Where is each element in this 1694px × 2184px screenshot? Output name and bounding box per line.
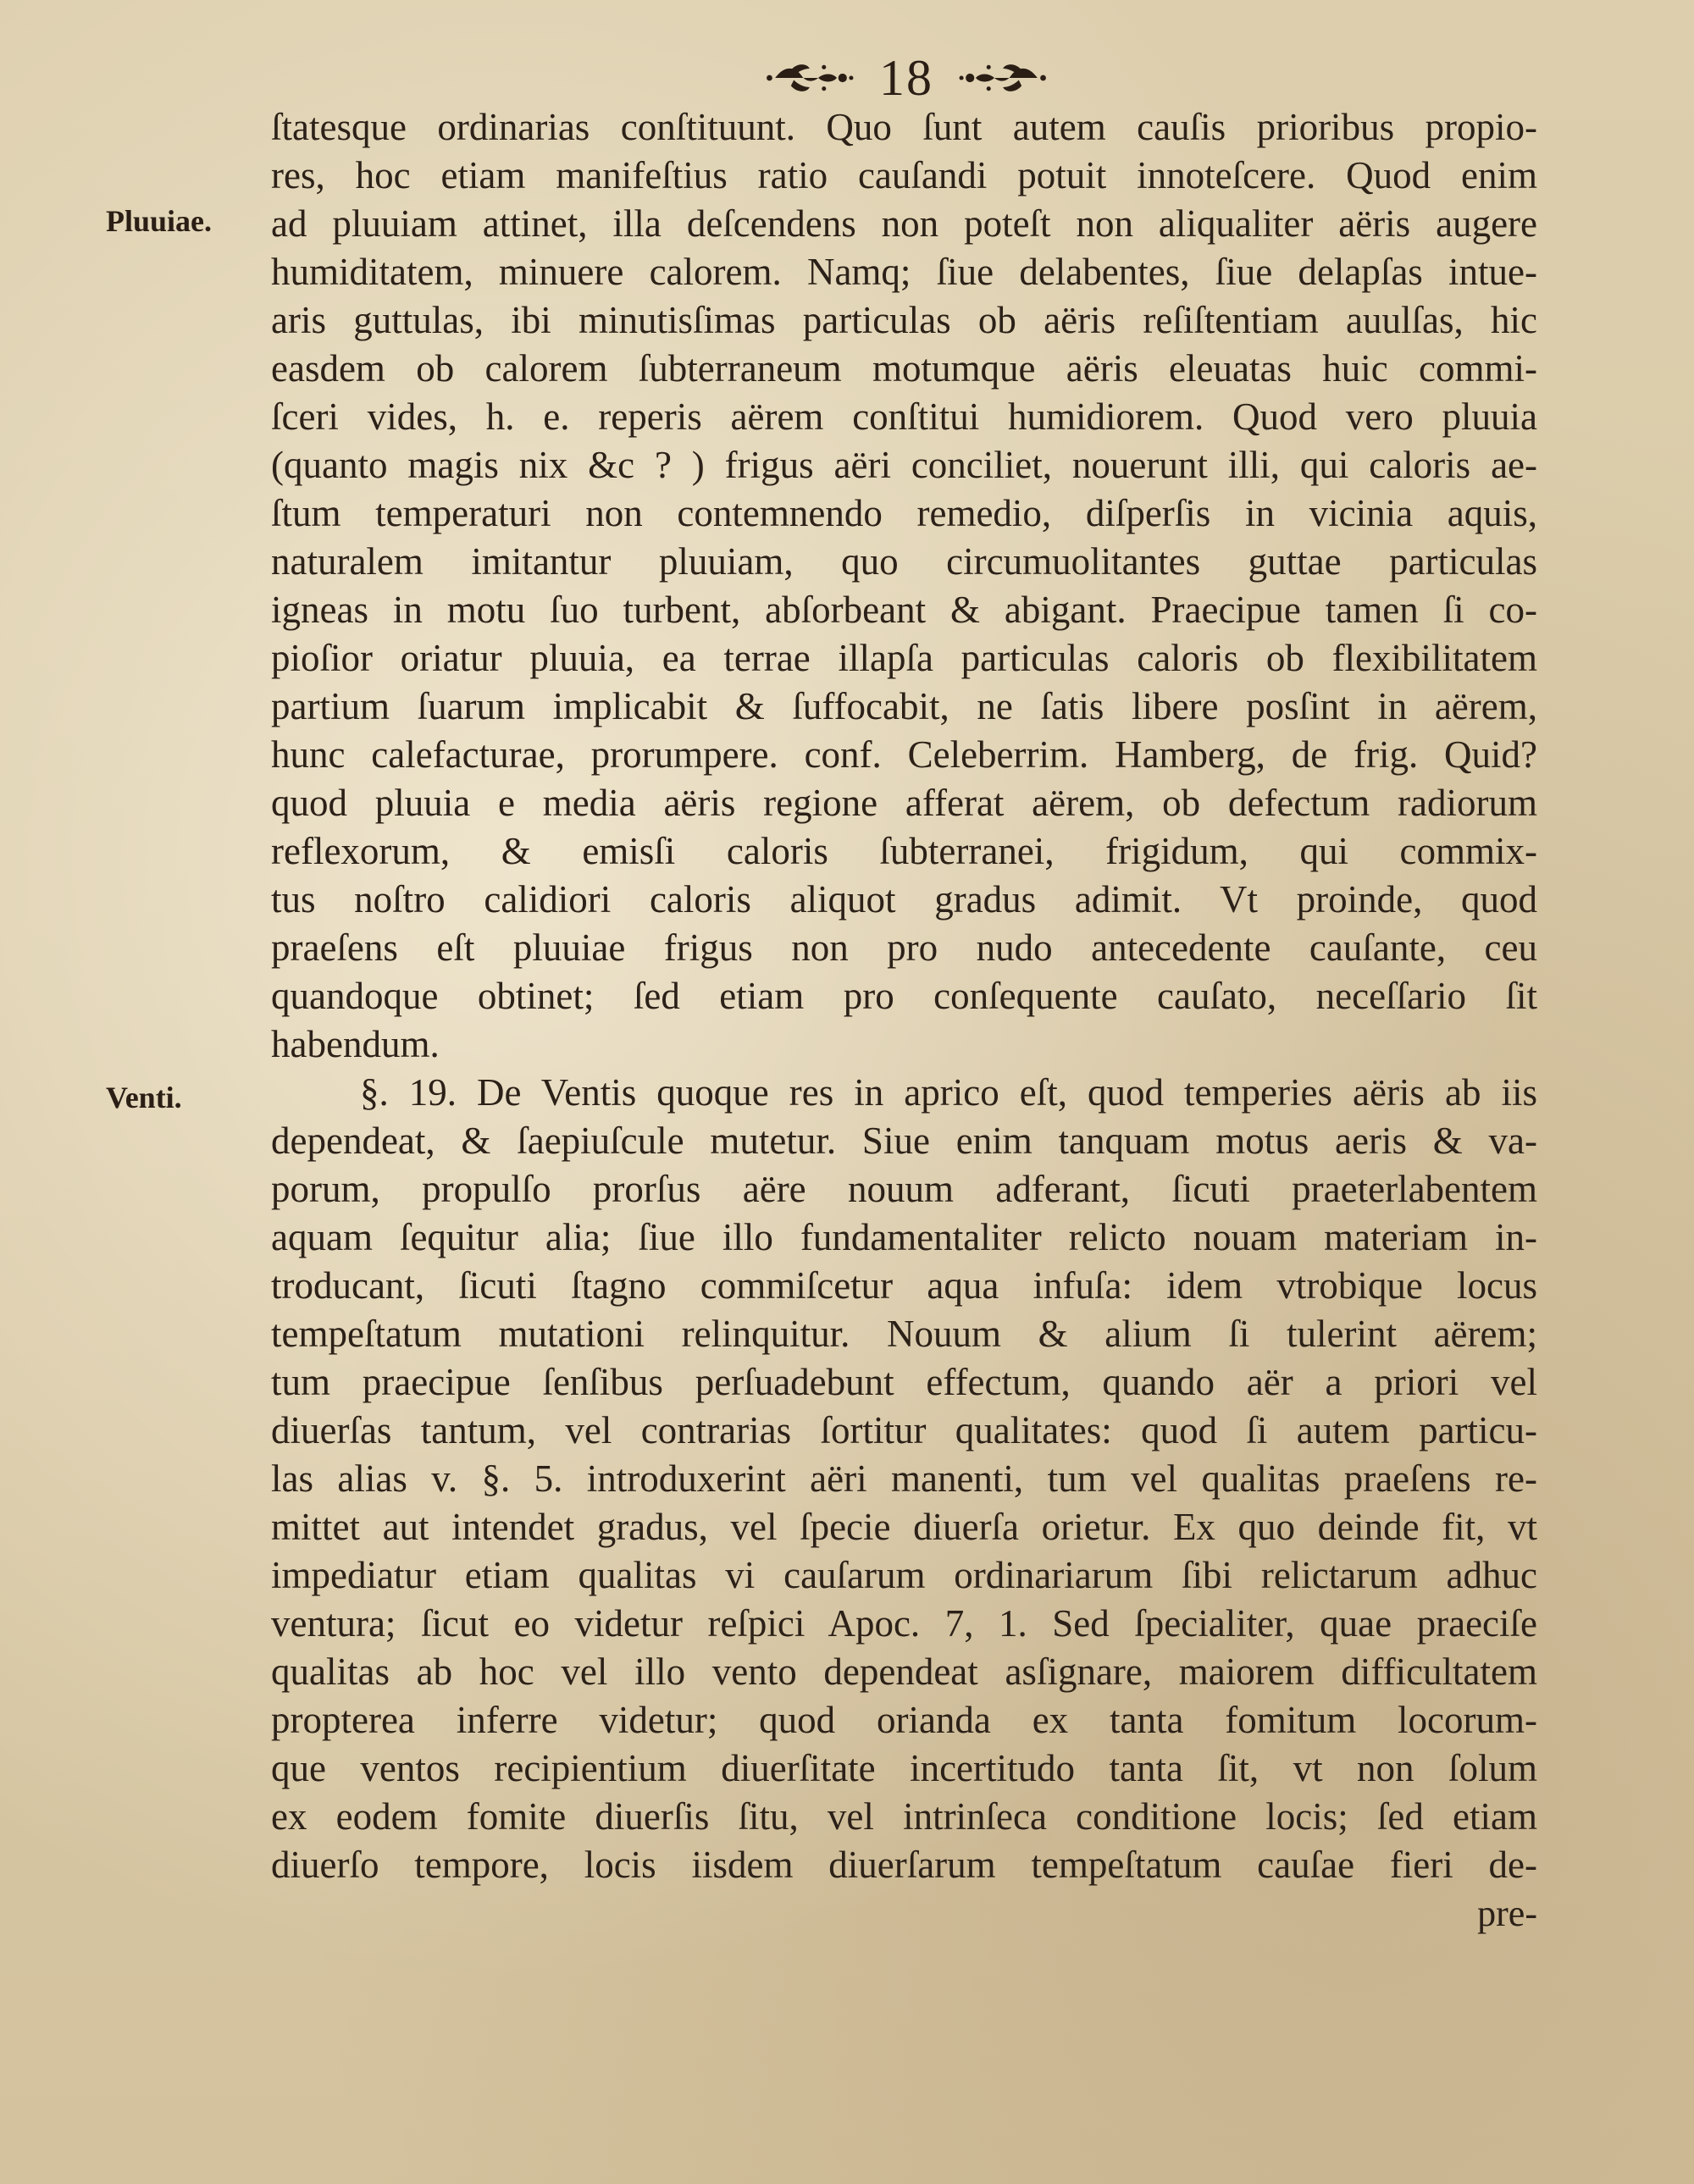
text-line: qualitas ab hoc vel illo vento dependeat asſignare, maiorem difficultatem bbox=[271, 1650, 1537, 1693]
text-line: porum, propulſo prorſus aëre nouum adferant, ſicuti praeterlabentem bbox=[271, 1168, 1537, 1210]
text-line: las alias v. §. 5. introduxerint aëri manenti, tum vel qualitas praeſens re- bbox=[271, 1457, 1537, 1500]
text-line: diuerſo tempore, locis iisdem diuerſarum tempeſtatum cauſae fieri de- bbox=[271, 1844, 1537, 1886]
text-line: ventura; ſicut eo videtur reſpici Apoc. 7, 1. Sed ſpecialiter, quae praeciſe bbox=[271, 1602, 1537, 1645]
text-line: reflexorum, & emisſi caloris ſubterranei, frigidum, qui commix- bbox=[271, 830, 1537, 872]
text-line: naturalem imitantur pluuiam, quo circumuolitantes guttae particulas bbox=[271, 540, 1537, 583]
body-text bbox=[271, 103, 1537, 1938]
text-line: (quanto magis nix &c ? ) frigus aëri conciliet, nouerunt illi, qui caloris ae- bbox=[271, 444, 1537, 486]
page-header bbox=[762, 44, 1050, 112]
text-line: que ventos recipientium diuerſitate incertitudo tanta ſit, vt non ſolum bbox=[271, 1747, 1537, 1789]
page-number: 18 bbox=[879, 49, 933, 106]
marginal-note-venti: Venti. bbox=[106, 1081, 182, 1114]
text-line: quandoque obtinet; ſed etiam pro conſequente cauſato, neceſſario ſit bbox=[271, 975, 1537, 1017]
text-line: habendum. bbox=[271, 1023, 440, 1065]
text-line: tus noſtro calidiori caloris aliquot gradus adimit. Vt proinde, quod bbox=[271, 878, 1537, 921]
text-line: propterea inferre videtur; quod orianda ex tanta fomitum locorum- bbox=[271, 1699, 1537, 1741]
text-line: pioſior oriatur pluuia, ea terrae illapſa particulas caloris ob flexibilitatem bbox=[271, 637, 1537, 679]
text-line: mittet aut intendet gradus, vel ſpecie diuerſa orietur. Ex quo deinde fit, vt bbox=[271, 1506, 1537, 1548]
text-line: igneas in motu ſuo turbent, abſorbeant & abigant. Praecipue tamen ſi co- bbox=[271, 589, 1537, 631]
text-line: diuerſas tantum, vel contrarias ſortitur qualitates: quod ſi autem particu- bbox=[271, 1409, 1537, 1451]
text-line-section-19: §. 19. De Ventis quoque res in aprico eſt, quod temperies aëris ab iis bbox=[360, 1071, 1537, 1114]
text-line: ad pluuiam attinet, illa deſcendens non poteſt non aliqualiter aëris augere bbox=[271, 202, 1537, 245]
text-line: hunc calefacturae, prorumpere. conf. Celeberrim. Hamberg, de frig. Quid? bbox=[271, 733, 1537, 776]
text-line: tum praecipue ſenſibus perſuadebunt effectum, quando aër a priori vel bbox=[271, 1361, 1537, 1403]
fleuron-ornament-right bbox=[957, 57, 1050, 99]
text-line: ſceri vides, h. e. reperis aërem conſtitui humidiorem. Quod vero pluuia bbox=[271, 395, 1537, 438]
text-line: ſtum temperaturi non contemnendo remedio, diſperſis in vicinia aquis, bbox=[271, 492, 1537, 534]
text-line: easdem ob calorem ſubterraneum motumque aëris eleuatas huic commi- bbox=[271, 347, 1537, 390]
text-line: quod pluuia e media aëris regione afferat aërem, ob defectum radiorum bbox=[271, 782, 1537, 824]
text-line: tempeſtatum mutationi relinquitur. Nouum & alium ſi tulerint aërem; bbox=[271, 1313, 1537, 1355]
text-line: aquam ſequitur alia; ſiue illo fundamentaliter relicto nouam materiam in- bbox=[271, 1216, 1537, 1258]
text-line: partium ſuarum implicabit & ſuffocabit, ne ſatis libere posſint in aërem, bbox=[271, 685, 1537, 727]
catchword: pre- bbox=[1477, 1893, 1537, 1934]
text-line: impediatur etiam qualitas vi cauſarum ordinariarum ſibi relictarum adhuc bbox=[271, 1554, 1537, 1596]
text-line: aris guttulas, ibi minutisſimas particulas ob aëris reſiſtentiam auulſas, hic bbox=[271, 299, 1537, 341]
text-line: humiditatem, minuere calorem. Namq; ſiue delabentes, ſiue delapſas intue- bbox=[271, 251, 1537, 293]
text-line: ſtatesque ordinarias conſtituunt. Quo ſunt autem cauſis prioribus propio- bbox=[271, 106, 1537, 148]
text-line: troducant, ſicuti ſtagno commiſcetur aqua infuſa: idem vtrobique locus bbox=[271, 1264, 1537, 1307]
marginal-note-pluuiae: Pluuiae. bbox=[106, 204, 213, 238]
text-line: praeſens eſt pluuiae frigus non pro nudo antecedente cauſante, ceu bbox=[271, 926, 1537, 969]
text-line: res, hoc etiam manifeſtius ratio cauſandi potuit innoteſcere. Quod enim bbox=[271, 154, 1537, 196]
fleuron-ornament-left bbox=[762, 57, 855, 99]
text-line: dependeat, & ſaepiuſcule mutetur. Siue enim tanquam motus aeris & va- bbox=[271, 1120, 1537, 1162]
text-line: ex eodem fomite diuerſis ſitu, vel intrinſeca conditione locis; ſed etiam bbox=[271, 1795, 1537, 1838]
